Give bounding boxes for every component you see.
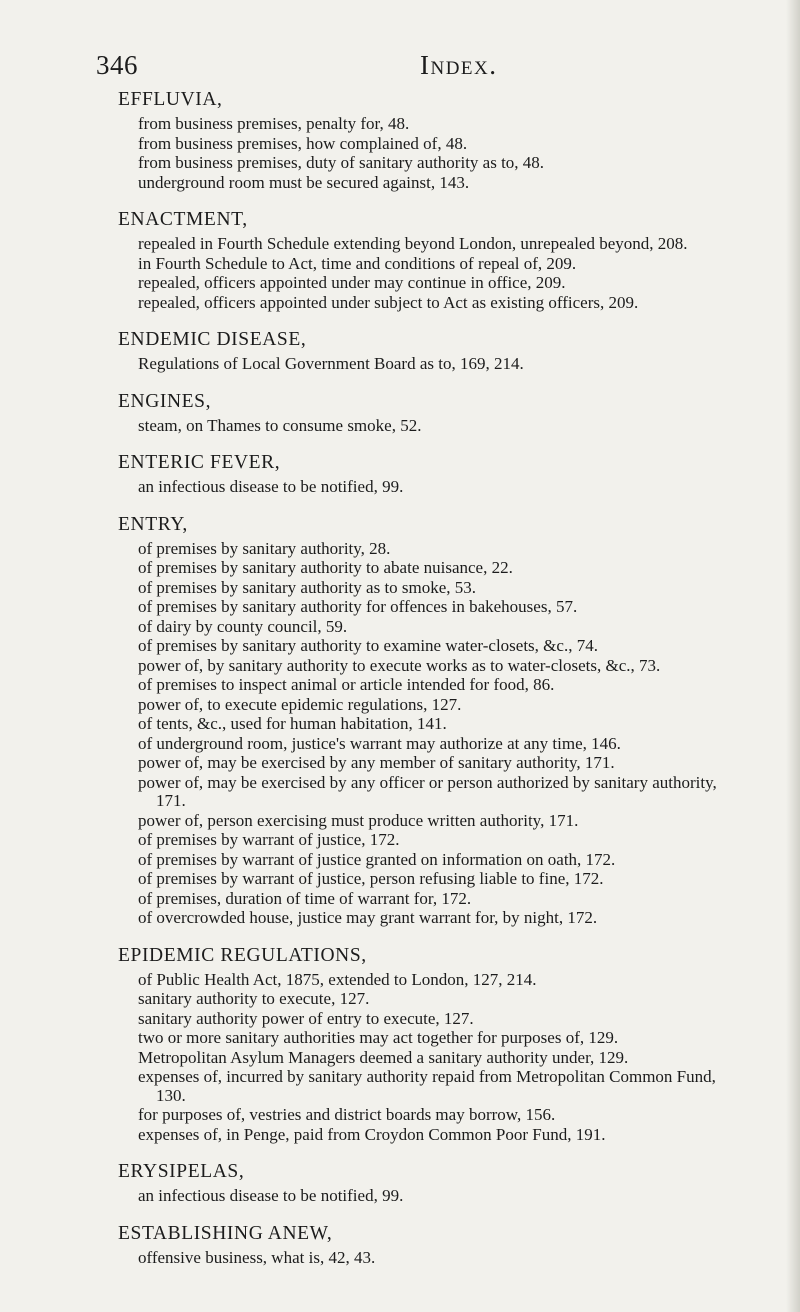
entry-subentry: expenses of, incurred by sanitary authority repaid from Metropolitan Common Fund, 130. xyxy=(138,1067,716,1105)
entry-subentry: of premises to inspect animal or article intended for food, 86. xyxy=(138,675,555,694)
entry-subentry: of dairy by county council, 59. xyxy=(138,616,348,636)
entry-subentry: two or more sanitary authorities may act together for purposes of, 129. xyxy=(138,1028,619,1047)
entry-subentry: of premises by sanitary authority, 28. xyxy=(138,538,391,558)
entry-subentry: of premises, duration of time of warrant for, 172. xyxy=(138,888,472,908)
entry-subentry: repealed in Fourth Schedule extending beyond London, unrepealed beyond, 208. xyxy=(138,234,688,253)
entry-heading: ENTERIC FEVER, xyxy=(118,452,281,473)
entry-subentry: of overcrowded house, justice may grant warrant for, by night, 172. xyxy=(138,908,598,927)
entry-heading: EPIDEMIC REGULATIONS, xyxy=(118,944,367,966)
entry-subentry: of premises by sanitary authority to examine water-closets, &c., 74. xyxy=(138,636,598,655)
entry-heading: ERYSIPELAS, xyxy=(118,1161,245,1182)
entry-subentry: power of, may be exercised by any officer or person authorized by sanitary authority, 171. xyxy=(138,772,717,810)
entry-subentry: repealed, officers appointed under subject to Act as existing officers, 209. xyxy=(138,292,639,312)
index-entry xyxy=(118,511,728,928)
entry-heading: ENGINES, xyxy=(118,390,212,412)
entry-subentry: from business premises, how complained of, 48. xyxy=(138,133,468,153)
index-entry xyxy=(118,86,728,192)
entry-subentry: power of, by sanitary authority to execute works as to water-closets, &c., 73. xyxy=(138,655,661,675)
entry-subentry: Metropolitan Asylum Managers deemed a sanitary authority under, 129. xyxy=(138,1047,629,1067)
entry-subentry: of premises by warrant of justice, 172. xyxy=(138,830,400,849)
entry-subentry: expenses of, in Penge, paid from Croydon Common Poor Fund, 191. xyxy=(138,1124,606,1144)
entry-subentry: sanitary authority to execute, 127. xyxy=(138,989,370,1008)
entry-subentry: from business premises, penalty for, 48. xyxy=(138,114,410,133)
entry-heading: ESTABLISHING ANEW, xyxy=(118,1222,333,1244)
entry-subentry: steam, on Thames to consume smoke, 52. xyxy=(138,415,422,435)
entry-heading: EFFLUVIA, xyxy=(118,89,223,110)
entry-subentry: of premises by sanitary authority as to smoke, 53. xyxy=(138,577,477,597)
entry-subentry: power of, to execute epidemic regulations, 127. xyxy=(138,694,462,714)
entry-subentry: from business premises, duty of sanitary authority as to, 48. xyxy=(138,153,545,172)
entry-subentry: of premises by sanitary authority to abate nuisance, 22. xyxy=(138,558,513,577)
index-entry xyxy=(118,449,728,497)
entry-subentry: repealed, officers appointed under may continue in office, 209. xyxy=(138,273,566,292)
index-entries xyxy=(118,86,728,1268)
entry-subentry: of underground room, justice's warrant may authorize at any time, 146. xyxy=(138,733,621,753)
index-entry xyxy=(118,206,728,312)
entry-subentry: an infectious disease to be notified, 99. xyxy=(138,1186,404,1205)
entry-subentry: power of, may be exercised by any member of sanitary authority, 171. xyxy=(138,753,615,772)
entry-subentry: an infectious disease to be notified, 99. xyxy=(138,477,404,496)
entry-heading: ENACTMENT, xyxy=(118,209,248,230)
entry-subentry: of tents, &c., used for human habitation, 141. xyxy=(138,714,447,733)
entry-subentry: Regulations of Local Government Board as to, 169, 214. xyxy=(138,354,524,373)
entry-heading: ENDEMIC DISEASE, xyxy=(118,329,307,350)
entry-subentry: offensive business, what is, 42, 43. xyxy=(138,1247,376,1267)
index-entry xyxy=(118,942,728,1145)
entry-subentry: in Fourth Schedule to Act, time and conditions of repeal of, 209. xyxy=(138,253,577,273)
entry-subentry: of premises by warrant of justice, person refusing liable to fine, 172. xyxy=(138,869,604,888)
entry-subentry: power of, person exercising must produce written authority, 171. xyxy=(138,810,579,830)
entry-subentry: sanitary authority power of entry to execute, 127. xyxy=(138,1008,474,1028)
index-entry xyxy=(118,1220,728,1268)
entry-subentry: for purposes of, vestries and district boards may borrow, 156. xyxy=(138,1105,556,1124)
entry-subentry: underground room must be secured against, 143. xyxy=(138,172,470,192)
page-header xyxy=(96,50,716,86)
page-number: 346 xyxy=(96,50,138,80)
index-entry xyxy=(118,1158,728,1206)
entry-subentry: of Public Health Act, 1875, extended to London, 127, 214. xyxy=(138,969,537,989)
entry-subentry: of premises by warrant of justice granted on information on oath, 172. xyxy=(138,849,616,869)
index-entry xyxy=(118,326,728,374)
page-edge-shadow xyxy=(786,0,800,1312)
entry-subentry: of premises by sanitary authority for offences in bakehouses, 57. xyxy=(138,597,578,616)
running-head: Index. xyxy=(420,50,498,80)
index-entry xyxy=(118,388,728,436)
entry-heading: ENTRY, xyxy=(118,513,188,535)
